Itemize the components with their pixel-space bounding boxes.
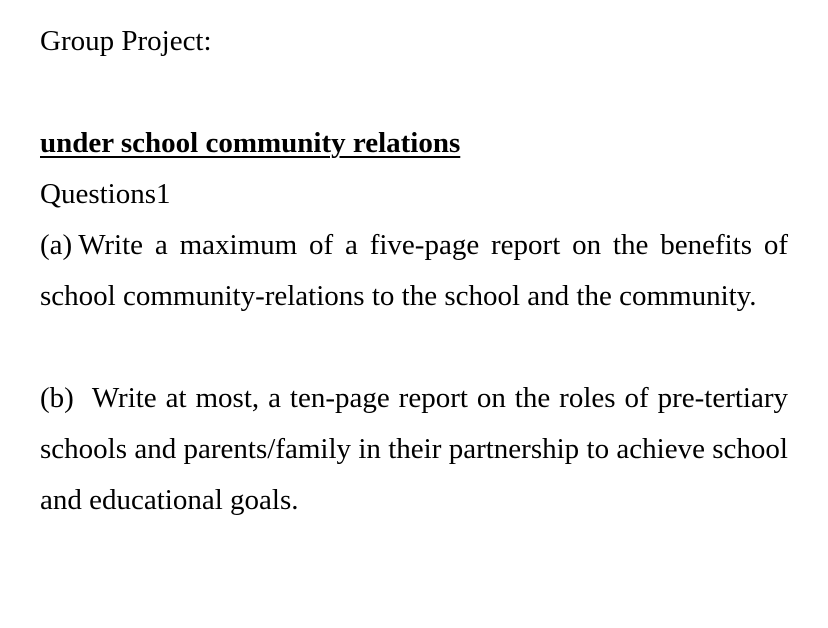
question-item-a-label: (a) xyxy=(40,229,73,261)
section-heading: under school community relations xyxy=(40,127,461,159)
question-item-b xyxy=(40,373,788,526)
question-item-b-label: (b) xyxy=(40,382,74,414)
blank-line xyxy=(40,322,788,373)
document-body xyxy=(40,16,788,526)
document-title: Group Project: xyxy=(40,25,212,57)
question-item-a xyxy=(40,220,788,322)
questions-label: Questions1 xyxy=(40,178,171,210)
question-item-b-text: Write at most, a ten-page report on the roles of pre-tertiary schools and parents/family in their partnership to achieve school and educational goals. xyxy=(40,382,788,516)
blank-line xyxy=(40,67,788,118)
question-item-a-text: Write a maximum of a five-page report on the benefits of school community-relations to the school and the community. xyxy=(40,229,788,312)
